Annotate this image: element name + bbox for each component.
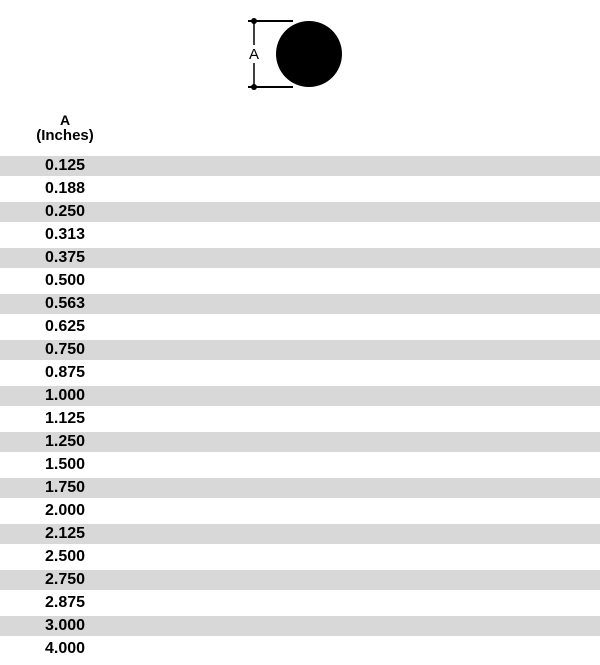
size-value: 0.125 [44, 157, 86, 174]
table-row [0, 524, 600, 547]
size-value: 2.125 [44, 525, 86, 542]
size-value: 2.750 [44, 571, 86, 588]
size-value: 4.000 [44, 640, 86, 657]
table-row [0, 225, 600, 248]
size-value: 0.188 [44, 180, 86, 197]
size-value: 1.125 [44, 410, 86, 427]
column-header-letter: A [59, 112, 71, 128]
size-value: 1.500 [44, 456, 86, 473]
size-value: 3.000 [44, 617, 86, 634]
table-row [0, 271, 600, 294]
size-value: 1.750 [44, 479, 86, 496]
dimension-dot-bottom [251, 84, 257, 90]
table-row [0, 639, 600, 662]
table-row [0, 455, 600, 478]
size-value: 0.250 [44, 203, 86, 220]
size-value: 0.875 [44, 364, 86, 381]
table-row [0, 386, 600, 409]
table-row [0, 570, 600, 593]
table-row [0, 179, 600, 202]
table-row [0, 478, 600, 501]
bar-cross-section-circle [276, 21, 342, 87]
table-row [0, 202, 600, 225]
size-value: 2.500 [44, 548, 86, 565]
table-row [0, 616, 600, 639]
size-value: 2.875 [44, 594, 86, 611]
size-value: 2.000 [44, 502, 86, 519]
table-row [0, 363, 600, 386]
table-row [0, 593, 600, 616]
column-header [0, 112, 130, 144]
size-value: 0.313 [44, 226, 86, 243]
size-value: 0.500 [44, 272, 86, 289]
size-value: 0.625 [44, 318, 86, 335]
size-value: 0.375 [44, 249, 86, 266]
table-row [0, 547, 600, 570]
table-row [0, 317, 600, 340]
size-value: 1.000 [44, 387, 86, 404]
dimension-dot-top [251, 18, 257, 24]
dimension-label: A [248, 46, 260, 63]
table-row [0, 294, 600, 317]
table-row [0, 340, 600, 363]
size-value: 0.750 [44, 341, 86, 358]
round-bar-diagram [0, 0, 600, 106]
size-value: 0.563 [44, 295, 86, 312]
table-row [0, 501, 600, 524]
column-header-units: (Inches) [36, 127, 94, 144]
table-row [0, 248, 600, 271]
table-row [0, 156, 600, 179]
size-table [0, 156, 600, 662]
table-row [0, 432, 600, 455]
size-value: 1.250 [44, 433, 86, 450]
table-row [0, 409, 600, 432]
